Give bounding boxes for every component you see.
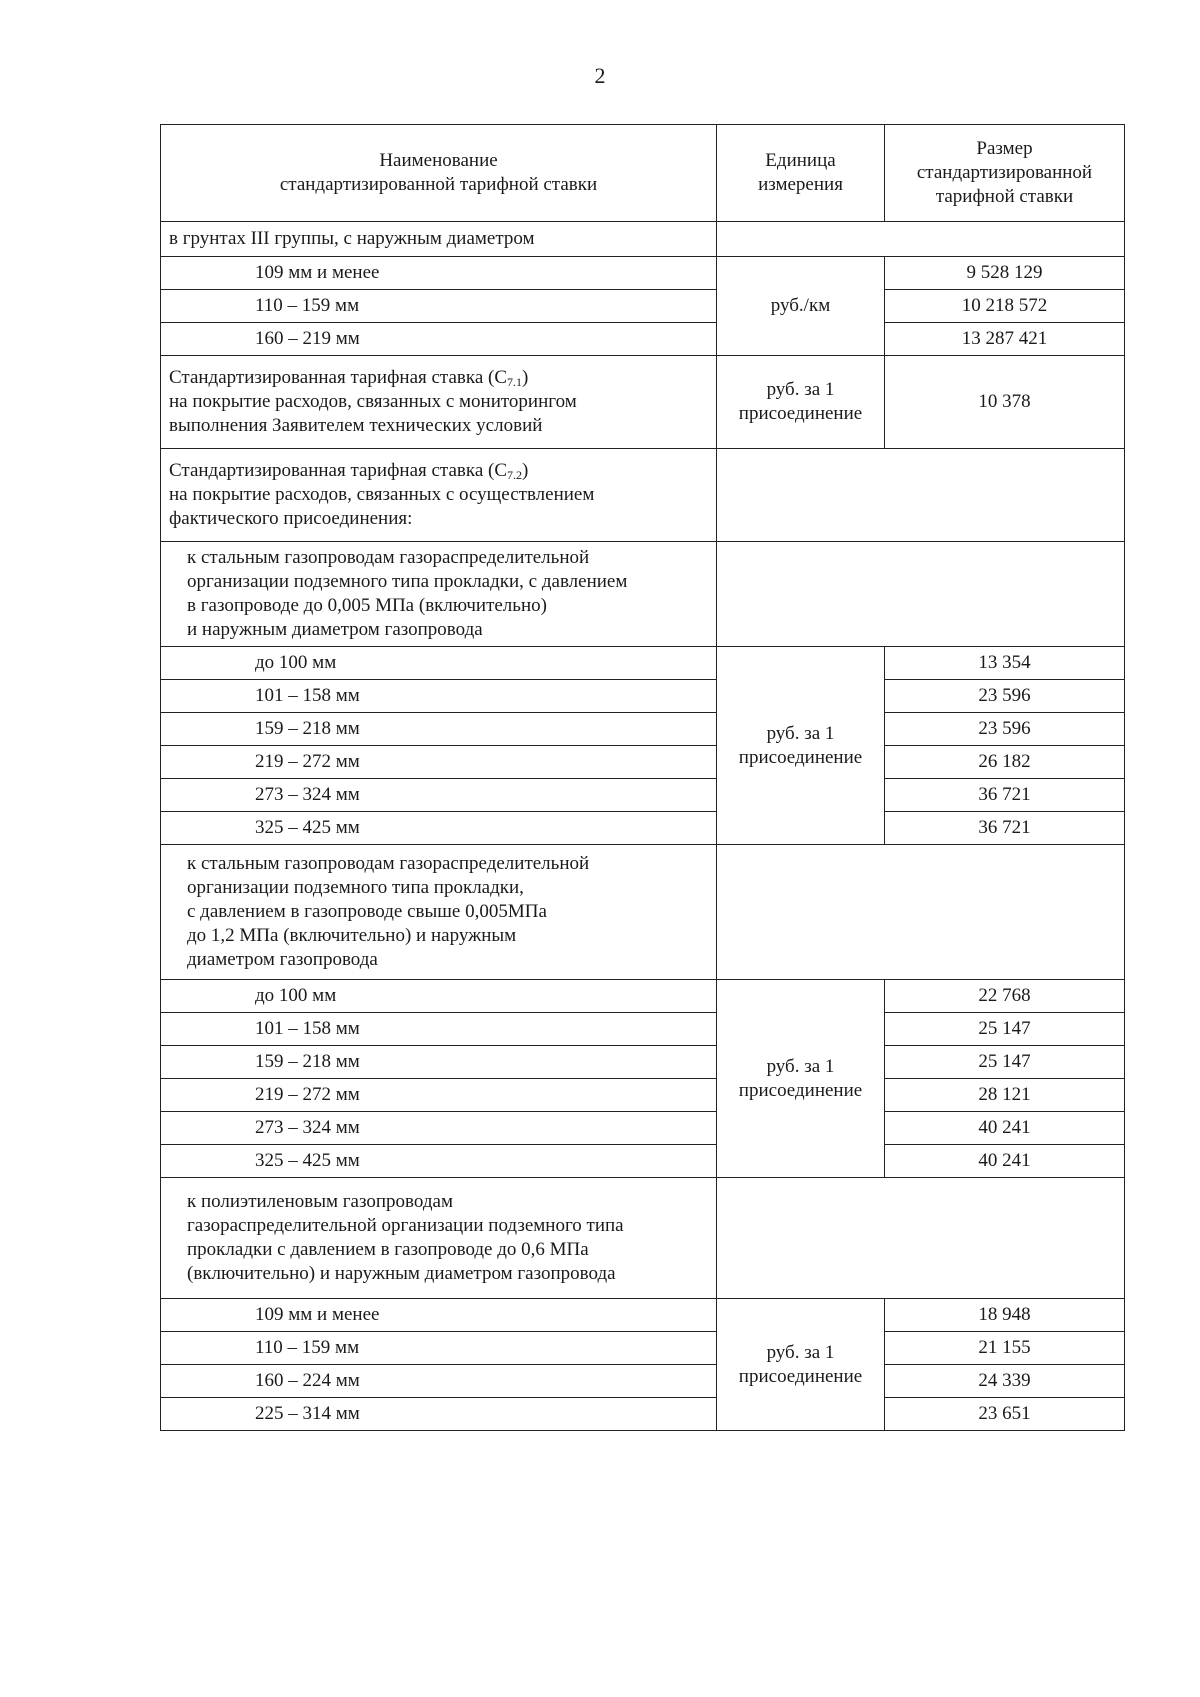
table-row	[161, 257, 1125, 290]
empty-cell	[717, 1178, 1125, 1299]
c72-subscript: 7.2	[507, 468, 523, 482]
c71-subscript: 7.1	[507, 375, 523, 389]
empty-cell	[717, 542, 1125, 647]
row-label: 273 – 324 мм	[161, 779, 717, 812]
table-row	[161, 290, 1125, 323]
table-row	[161, 1332, 1125, 1365]
unit-line: руб. за 1	[766, 722, 835, 744]
row-value: 18 948	[885, 1299, 1125, 1332]
c72-paren: )	[522, 460, 529, 481]
row-label: 219 – 272 мм	[161, 1079, 717, 1112]
row-value: 23 596	[885, 680, 1125, 713]
row-label: до 100 мм	[161, 647, 717, 680]
header-name-cell	[161, 125, 717, 222]
table-row	[161, 980, 1125, 1013]
c72-line: Стандартизированная тарифная ставка (С	[169, 460, 508, 481]
row-label: до 100 мм	[161, 980, 717, 1013]
section-title	[161, 845, 717, 980]
row-label: 109 мм и менее	[161, 1299, 717, 1332]
row-label: 273 – 324 мм	[161, 1112, 717, 1145]
empty-cell	[717, 449, 1125, 542]
section-title-line: прокладки с давлением в газопроводе до 0,6 МПа	[187, 1239, 589, 1260]
section-title-line: (включительно) и наружным диаметром газопровода	[187, 1263, 616, 1284]
row-value: 10 218 572	[885, 290, 1125, 323]
unit-line: присоединение	[738, 1365, 863, 1387]
row-value: 23 651	[885, 1398, 1125, 1431]
row-value: 25 147	[885, 1013, 1125, 1046]
section-title-row	[161, 542, 1125, 647]
unit-cell	[717, 356, 885, 449]
header-unit-line: Единица	[765, 150, 836, 171]
table-header-row	[161, 125, 1125, 222]
header-unit-cell	[717, 125, 885, 222]
section-title	[161, 1178, 717, 1299]
row-label: 159 – 218 мм	[161, 713, 717, 746]
row-value: 26 182	[885, 746, 1125, 779]
row-label: 110 – 159 мм	[161, 1332, 717, 1365]
row-value: 36 721	[885, 812, 1125, 845]
section-title-line: с давлением в газопроводе свыше 0,005МПа	[187, 901, 547, 922]
header-name-line: Наименование	[379, 150, 498, 171]
section-title-line: к стальным газопроводам газораспределительной	[187, 853, 590, 874]
c71-line: Стандартизированная тарифная ставка (С	[169, 367, 508, 388]
c71-line: на покрытие расходов, связанных с мониторингом	[169, 391, 577, 412]
unit-cell	[717, 980, 885, 1178]
table-row	[161, 1112, 1125, 1145]
row-value: 10 378	[885, 356, 1125, 449]
header-value-cell	[885, 125, 1125, 222]
page-number: 2	[594, 63, 606, 88]
c71-row	[161, 356, 1125, 449]
header-value-line: Размер	[976, 138, 1033, 159]
section-title-line: к полиэтиленовым газопроводам	[187, 1191, 453, 1212]
table-row	[161, 1046, 1125, 1079]
section-title-line: организации подземного типа прокладки,	[187, 877, 524, 898]
row-label: 159 – 218 мм	[161, 1046, 717, 1079]
table-row	[161, 713, 1125, 746]
section-title-line: организации подземного типа прокладки, с давлением	[187, 571, 628, 592]
unit-line: присоединение	[738, 1079, 863, 1101]
unit-cell	[717, 647, 885, 845]
table-row	[161, 1145, 1125, 1178]
tariff-table	[160, 124, 1125, 1431]
table-row	[161, 1079, 1125, 1112]
row-label: 325 – 425 мм	[161, 1145, 717, 1178]
header-value-line: стандартизированной	[916, 162, 1093, 183]
c72-row	[161, 449, 1125, 542]
table-row	[161, 680, 1125, 713]
table-row	[161, 323, 1125, 356]
table-row	[161, 1365, 1125, 1398]
row-value: 13 287 421	[885, 323, 1125, 356]
table-row	[161, 1398, 1125, 1431]
row-label: 160 – 224 мм	[161, 1365, 717, 1398]
row-label: 109 мм и менее	[161, 257, 717, 290]
c72-line: фактического присоединения:	[169, 508, 413, 529]
row-label: 110 – 159 мм	[161, 290, 717, 323]
c72-line: на покрытие расходов, связанных с осуществлением	[169, 484, 595, 505]
c71-name-cell	[161, 356, 717, 449]
row-value: 23 596	[885, 713, 1125, 746]
unit-cell	[717, 1299, 885, 1431]
row-label: 225 – 314 мм	[161, 1398, 717, 1431]
unit-line: присоединение	[738, 403, 863, 424]
unit-line: руб. за 1	[766, 1055, 835, 1077]
header-name-line: стандартизированной тарифной ставки	[279, 174, 598, 195]
row-label: 101 – 158 мм	[161, 680, 717, 713]
section-title-line: газораспределительной организации подземного типа	[187, 1215, 624, 1236]
table-row	[161, 1013, 1125, 1046]
section-title-line: до 1,2 МПа (включительно) и наружным	[187, 925, 517, 946]
row-value: 28 121	[885, 1079, 1125, 1112]
row-label: 219 – 272 мм	[161, 746, 717, 779]
section-title: в грунтах III группы, с наружным диаметром	[161, 222, 717, 257]
row-label: 101 – 158 мм	[161, 1013, 717, 1046]
section-title-row	[161, 1178, 1125, 1299]
table-row	[161, 746, 1125, 779]
unit-cell: руб./км	[717, 257, 885, 356]
section-title	[161, 542, 717, 647]
empty-cell	[717, 845, 1125, 980]
row-value: 40 241	[885, 1112, 1125, 1145]
row-value: 40 241	[885, 1145, 1125, 1178]
row-value: 25 147	[885, 1046, 1125, 1079]
section-title-line: в газопроводе до 0,005 МПа (включительно)	[187, 595, 547, 616]
header-value-line: тарифной ставки	[935, 186, 1074, 207]
row-value: 22 768	[885, 980, 1125, 1013]
empty-cell	[717, 222, 1125, 257]
section-title-line: к стальным газопроводам газораспределительной	[187, 547, 590, 568]
c72-name-cell	[161, 449, 717, 542]
unit-line: присоединение	[738, 746, 863, 768]
table-row	[161, 647, 1125, 680]
section-title-line: диаметром газопровода	[187, 949, 378, 970]
row-label: 325 – 425 мм	[161, 812, 717, 845]
table-row	[161, 1299, 1125, 1332]
row-value: 9 528 129	[885, 257, 1125, 290]
section-title-line: и наружным диаметром газопровода	[187, 619, 483, 640]
c71-line: выполнения Заявителем технических условий	[169, 415, 543, 436]
row-value: 13 354	[885, 647, 1125, 680]
row-value: 36 721	[885, 779, 1125, 812]
row-label: 160 – 219 мм	[161, 323, 717, 356]
row-value: 24 339	[885, 1365, 1125, 1398]
table-row	[161, 779, 1125, 812]
section-title-row	[161, 222, 1125, 257]
row-value: 21 155	[885, 1332, 1125, 1365]
unit-line: руб. за 1	[766, 1341, 835, 1363]
section-title-row	[161, 845, 1125, 980]
unit-line: руб. за 1	[766, 379, 835, 400]
header-unit-line: измерения	[758, 174, 843, 195]
table-row	[161, 812, 1125, 845]
c71-paren: )	[522, 367, 529, 388]
